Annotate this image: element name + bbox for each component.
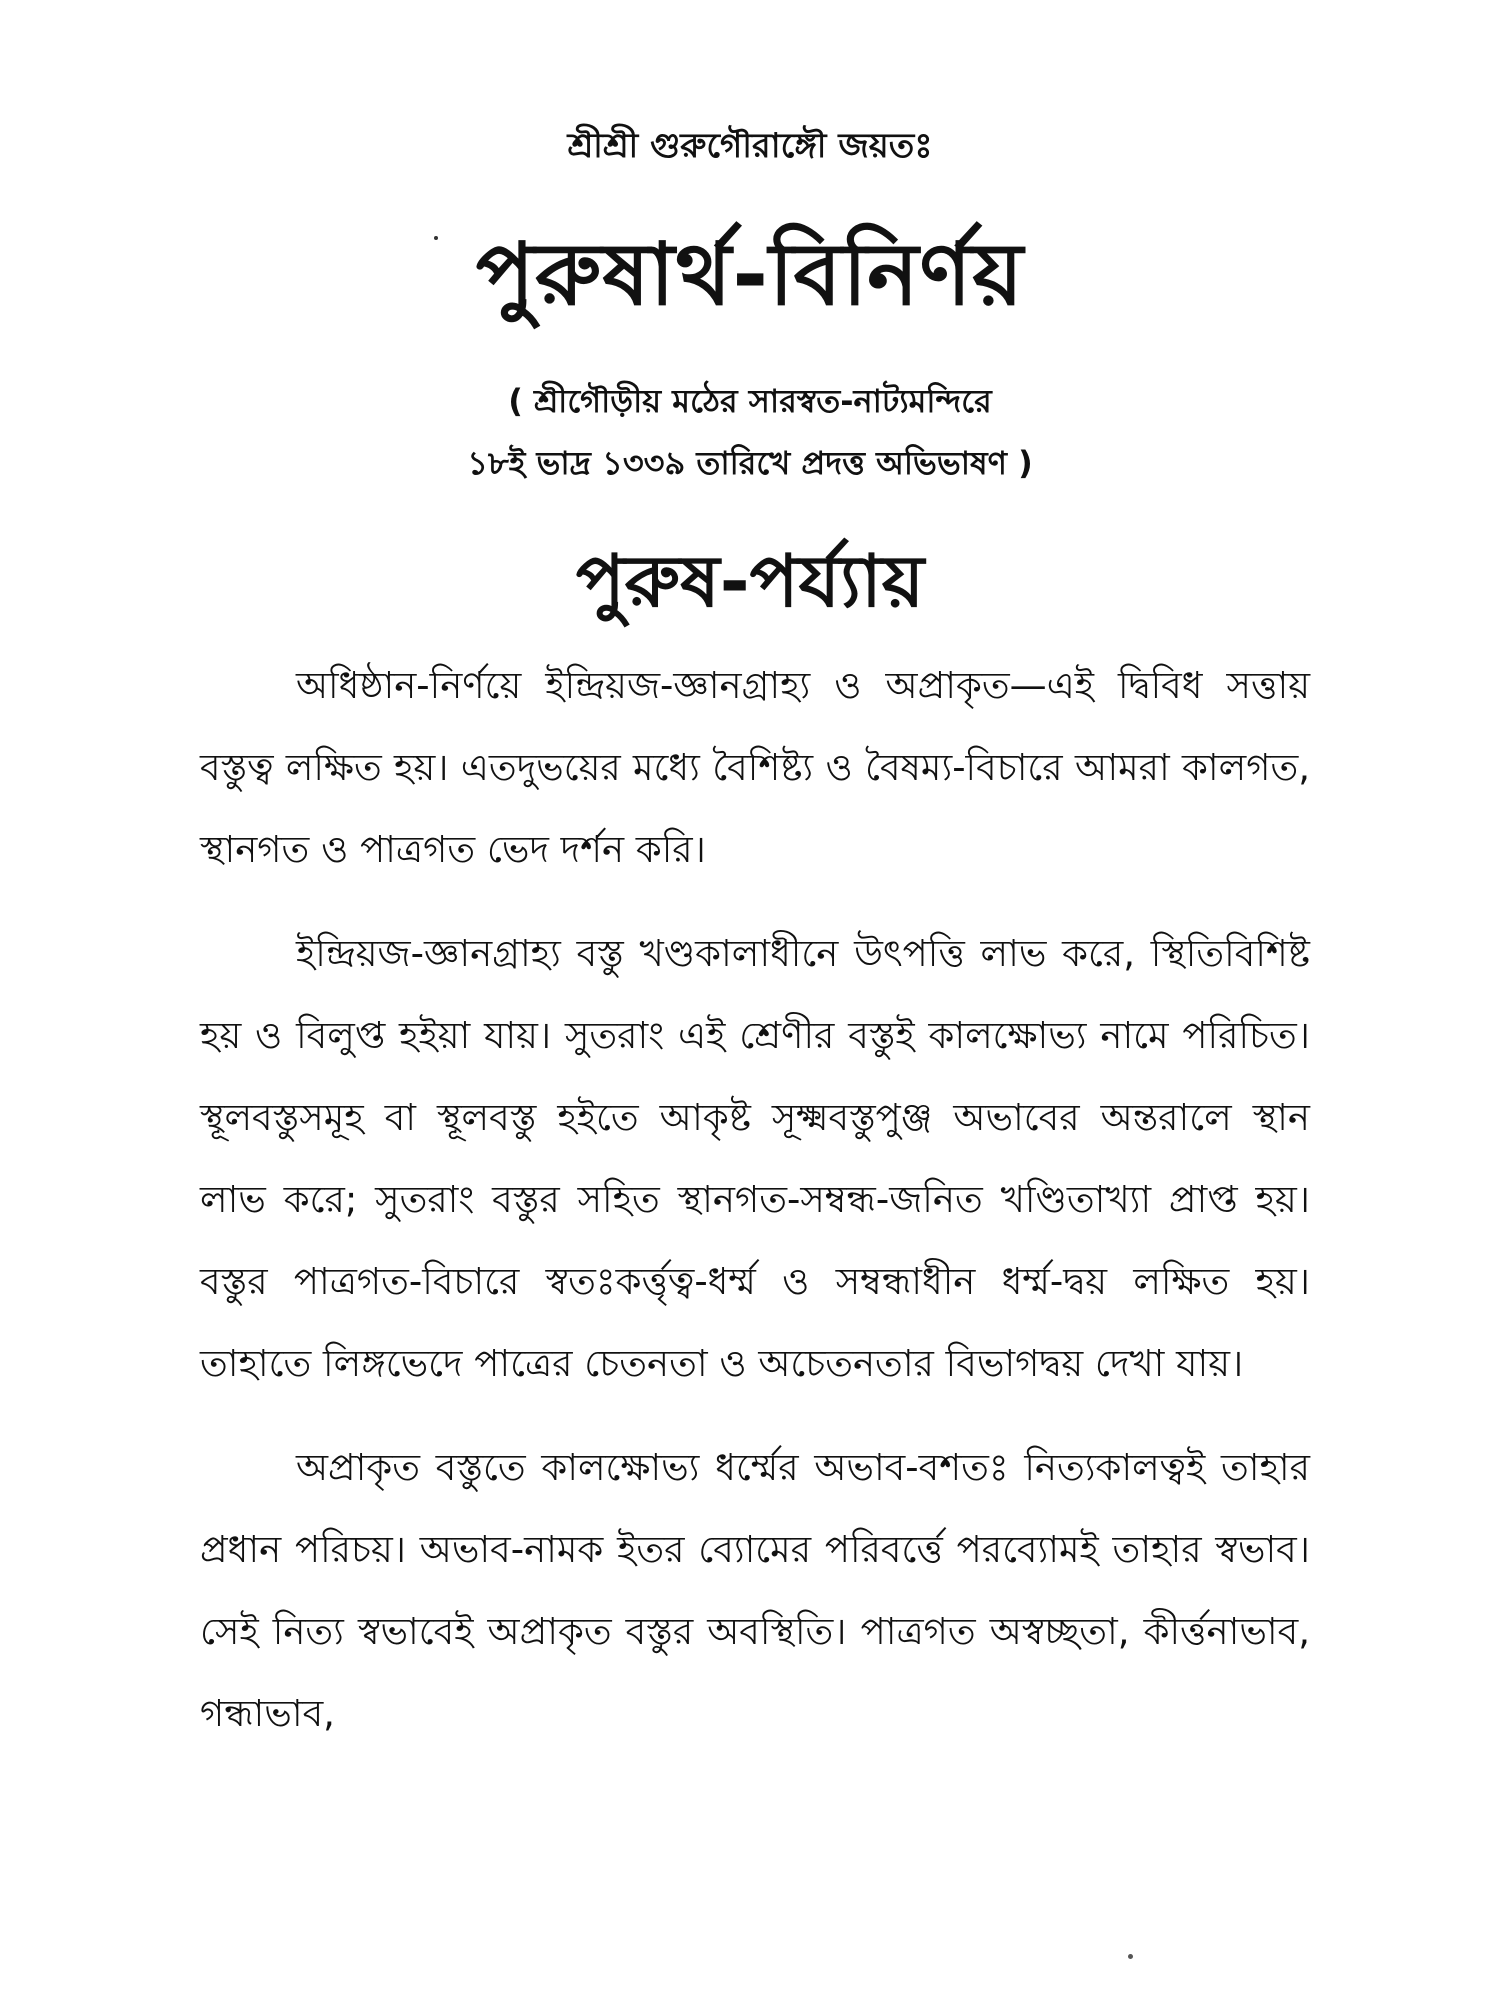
subtitle-line-2: ১৮ই ভাদ্র ১৩৩৯ তারিখে প্রদত্ত অভিভাষণ ) [467, 444, 1033, 482]
print-speck [1128, 1954, 1133, 1959]
subtitle-line-1: ( শ্রীগৌড়ীয় মঠের সারস্বত-নাট্যমন্দিরে [508, 382, 992, 420]
body-text [200, 645, 1310, 1777]
paragraph-1: অধিষ্ঠান-নির্ণয়ে ইন্দ্রিয়জ-জ্ঞানগ্রাহ্য ও অপ্রাকৃত—এই দ্বিবিধ সত্তায় বস্তুত্ব লক্ষিত হয়। এতদুভয়ের মধ্যে বৈশিষ্ট্য ও বৈষম্য-বিচারে আমরা কালগত, স্থানগত ও পাত্রগত ভেদ দর্শন করি। [200, 664, 1310, 871]
section-heading: পুরুষ-পর্য্যায় [575, 539, 925, 623]
paragraph-3: অপ্রাকৃত বস্তুতে কালক্ষোভ্য ধর্ম্মের অভাব-বশতঃ নিত্যকালত্বই তাহার প্রধান পরিচয়। অভাব-নামক ইতর ব্যোমের পরিবর্ত্তে পরব্যোমই তাহার স্বভাব। সেই নিত্য স্বভাবেই অপ্রাকৃত বস্তুর অবস্থিতি। পাত্রগত অস্বচ্ছতা, কীর্ত্তনাভাব, গন্ধাভাব, [200, 1446, 1310, 1735]
paragraph-2: ইন্দ্রিয়জ-জ্ঞানগ্রাহ্য বস্তু খণ্ডকালাধীনে উৎপত্তি লাভ করে, স্থিতিবিশিষ্ট হয় ও বিলুপ্ত হইয়া যায়। সুতরাং এই শ্রেণীর বস্তুই কালক্ষোভ্য নামে পরিচিত। স্থূলবস্তুসমূহ বা স্থূলবস্তু হইতে আকৃষ্ট সূক্ষ্মবস্তুপুঞ্জ অভাবের অন্তরালে স্থান লাভ করে; সুতরাং বস্তুর সহিত স্থানগত-সম্বন্ধ-জনিত খণ্ডিতাখ্যা প্রাপ্ত হয়। বস্তুর পাত্রগত-বিচারে স্বতঃকর্ত্তৃত্ব-ধর্ম্ম ও সম্বন্ধাধীন ধর্ম্ম-দ্বয় লক্ষিত হয়। তাহাতে লিঙ্গভেদে পাত্রের চেতনতা ও অচেতনতার বিভাগদ্বয় দেখা যায়। [200, 932, 1310, 1385]
invocation-line: শ্রীশ্রী গুরুগৌরাঙ্গৌ জয়তঃ [567, 126, 933, 166]
subtitle [0, 370, 1500, 494]
page-title: পুরুষার্থ-বিনির্ণয় [475, 225, 1025, 325]
